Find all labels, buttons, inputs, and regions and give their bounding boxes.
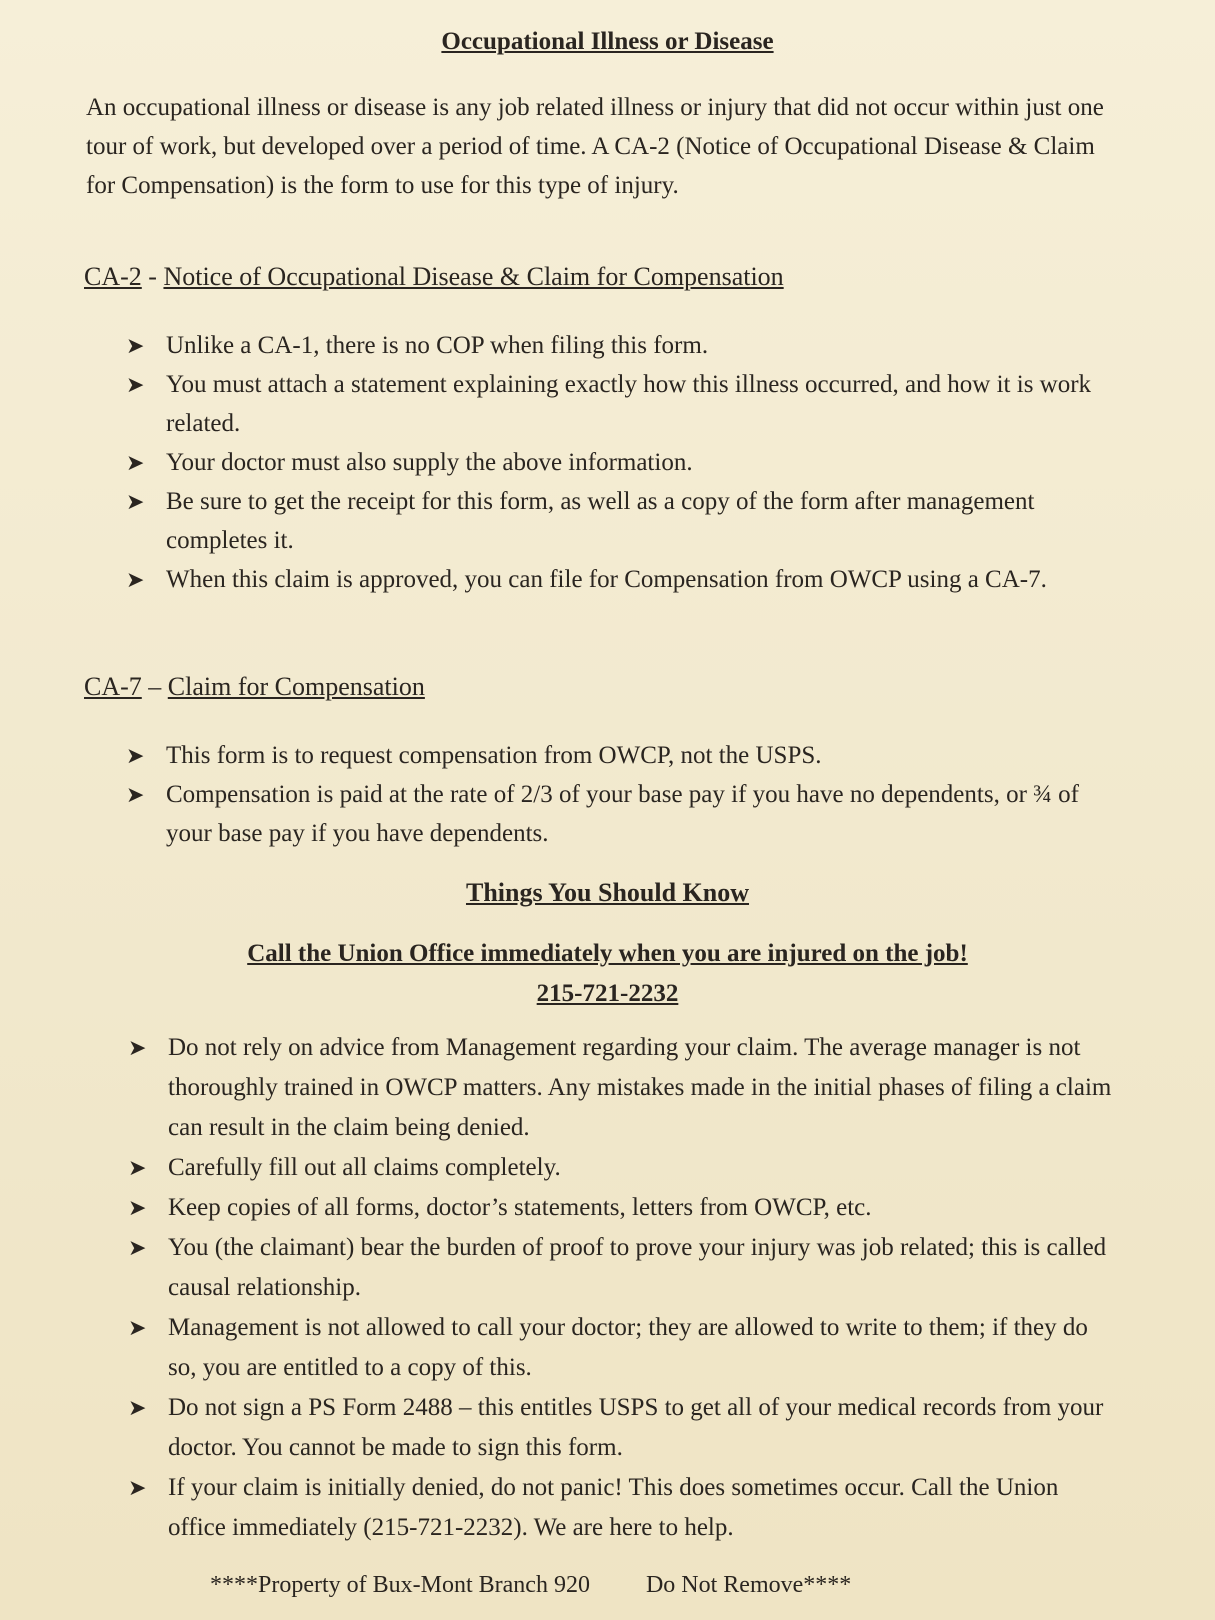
list-item	[126, 443, 1106, 482]
list-item	[128, 1468, 1118, 1548]
ca2-bullet-list	[126, 326, 1106, 599]
ca7-bullet-list	[126, 736, 1106, 853]
arrow-bullet-icon: ➤	[128, 1235, 147, 1260]
bullet-text: Do not sign a PS Form 2488 – this entitles USPS to get all of your medical records from your doctor. You cannot be made to sign this form.	[168, 1394, 1104, 1461]
ca7-heading	[84, 672, 425, 702]
arrow-bullet-icon: ➤	[126, 782, 145, 807]
things-bullet-list	[128, 1028, 1118, 1548]
footer-property-text: ****Property of Bux-Mont Branch 920	[210, 1572, 590, 1598]
list-item	[128, 1148, 1118, 1188]
list-item	[126, 736, 1106, 775]
arrow-bullet-icon: ➤	[128, 1315, 147, 1340]
bullet-text: Do not rely on advice from Management regarding your claim. The average manager is not thoroughly trained in OWCP matters. Any mistakes made in the initial phases of filing a claim can result in the claim being denied.	[168, 1034, 1112, 1141]
arrow-bullet-icon: ➤	[128, 1475, 147, 1500]
arrow-bullet-icon: ➤	[126, 333, 145, 358]
bullet-text: Unlike a CA-1, there is no COP when filing this form.	[166, 332, 709, 359]
union-phone-number: 215-721-2232	[536, 980, 679, 1007]
bullet-text: When this claim is approved, you can file for Compensation from OWCP using a CA-7.	[166, 566, 1047, 593]
bullet-text: Be sure to get the receipt for this form, as well as a copy of the form after management completes it.	[166, 488, 1035, 554]
ca2-code: CA-2	[84, 262, 142, 291]
list-item	[126, 365, 1106, 443]
list-item	[126, 775, 1106, 853]
ca7-name: Claim for Compensation	[167, 672, 425, 701]
call-union-line: Call the Union Office immediately when you are injured on the job!	[247, 940, 968, 967]
ca2-name: Notice of Occupational Disease & Claim for Compensation	[163, 262, 784, 291]
arrow-bullet-icon: ➤	[128, 1395, 147, 1420]
arrow-bullet-icon: ➤	[128, 1035, 147, 1060]
arrow-bullet-icon: ➤	[126, 567, 145, 592]
list-item	[126, 560, 1106, 599]
bullet-text: Carefully fill out all claims completely.	[168, 1154, 561, 1181]
ca7-separator: –	[141, 672, 168, 701]
bullet-text: This form is to request compensation from OWCP, not the USPS.	[166, 742, 822, 769]
things-heading: Things You Should Know	[465, 878, 750, 907]
bullet-text: If your claim is initially denied, do not panic! This does sometimes occur. Call the Union office immediately (215-721-2232). We are here to help.	[168, 1474, 1059, 1541]
footer-do-not-remove-text: Do Not Remove****	[645, 1572, 852, 1598]
arrow-bullet-icon: ➤	[126, 743, 145, 768]
list-item	[128, 1188, 1118, 1228]
arrow-bullet-icon: ➤	[128, 1155, 147, 1180]
document-title: Occupational Illness or Disease	[441, 28, 774, 55]
list-item	[128, 1228, 1118, 1308]
ca2-heading	[84, 262, 784, 292]
footer-notice	[210, 1572, 851, 1599]
arrow-bullet-icon: ➤	[126, 372, 145, 397]
list-item	[126, 482, 1106, 560]
bullet-text: You (the claimant) bear the burden of proof to prove your injury was job related; this is called causal relationship.	[168, 1234, 1107, 1301]
list-item	[126, 326, 1106, 365]
list-item	[128, 1308, 1118, 1388]
arrow-bullet-icon: ➤	[126, 489, 145, 514]
list-item	[128, 1388, 1118, 1468]
arrow-bullet-icon: ➤	[126, 450, 145, 475]
bullet-text: Management is not allowed to call your doctor; they are allowed to write to them; if they do so, you are entitled to a copy of this.	[168, 1314, 1088, 1381]
bullet-text: Compensation is paid at the rate of 2/3 of your base pay if you have no dependents, or ¾ of your base pay if you have dependents.	[166, 781, 1079, 847]
ca7-code: CA-7	[84, 672, 142, 701]
bullet-text: Your doctor must also supply the above information.	[166, 449, 693, 476]
intro-paragraph: An occupational illness or disease is any job related illness or injury that did not occur within just one tour of work, but developed over a period of time. A CA-2 (Notice of Occupational Disease & Claim for Compensation) is the form to use for this type of injury.	[86, 94, 1104, 199]
list-item	[128, 1028, 1118, 1148]
ca2-separator: -	[141, 262, 164, 291]
bullet-text: Keep copies of all forms, doctor’s statements, letters from OWCP, etc.	[168, 1194, 872, 1221]
bullet-text: You must attach a statement explaining exactly how this illness occurred, and how it is work related.	[166, 371, 1092, 437]
arrow-bullet-icon: ➤	[128, 1195, 147, 1220]
